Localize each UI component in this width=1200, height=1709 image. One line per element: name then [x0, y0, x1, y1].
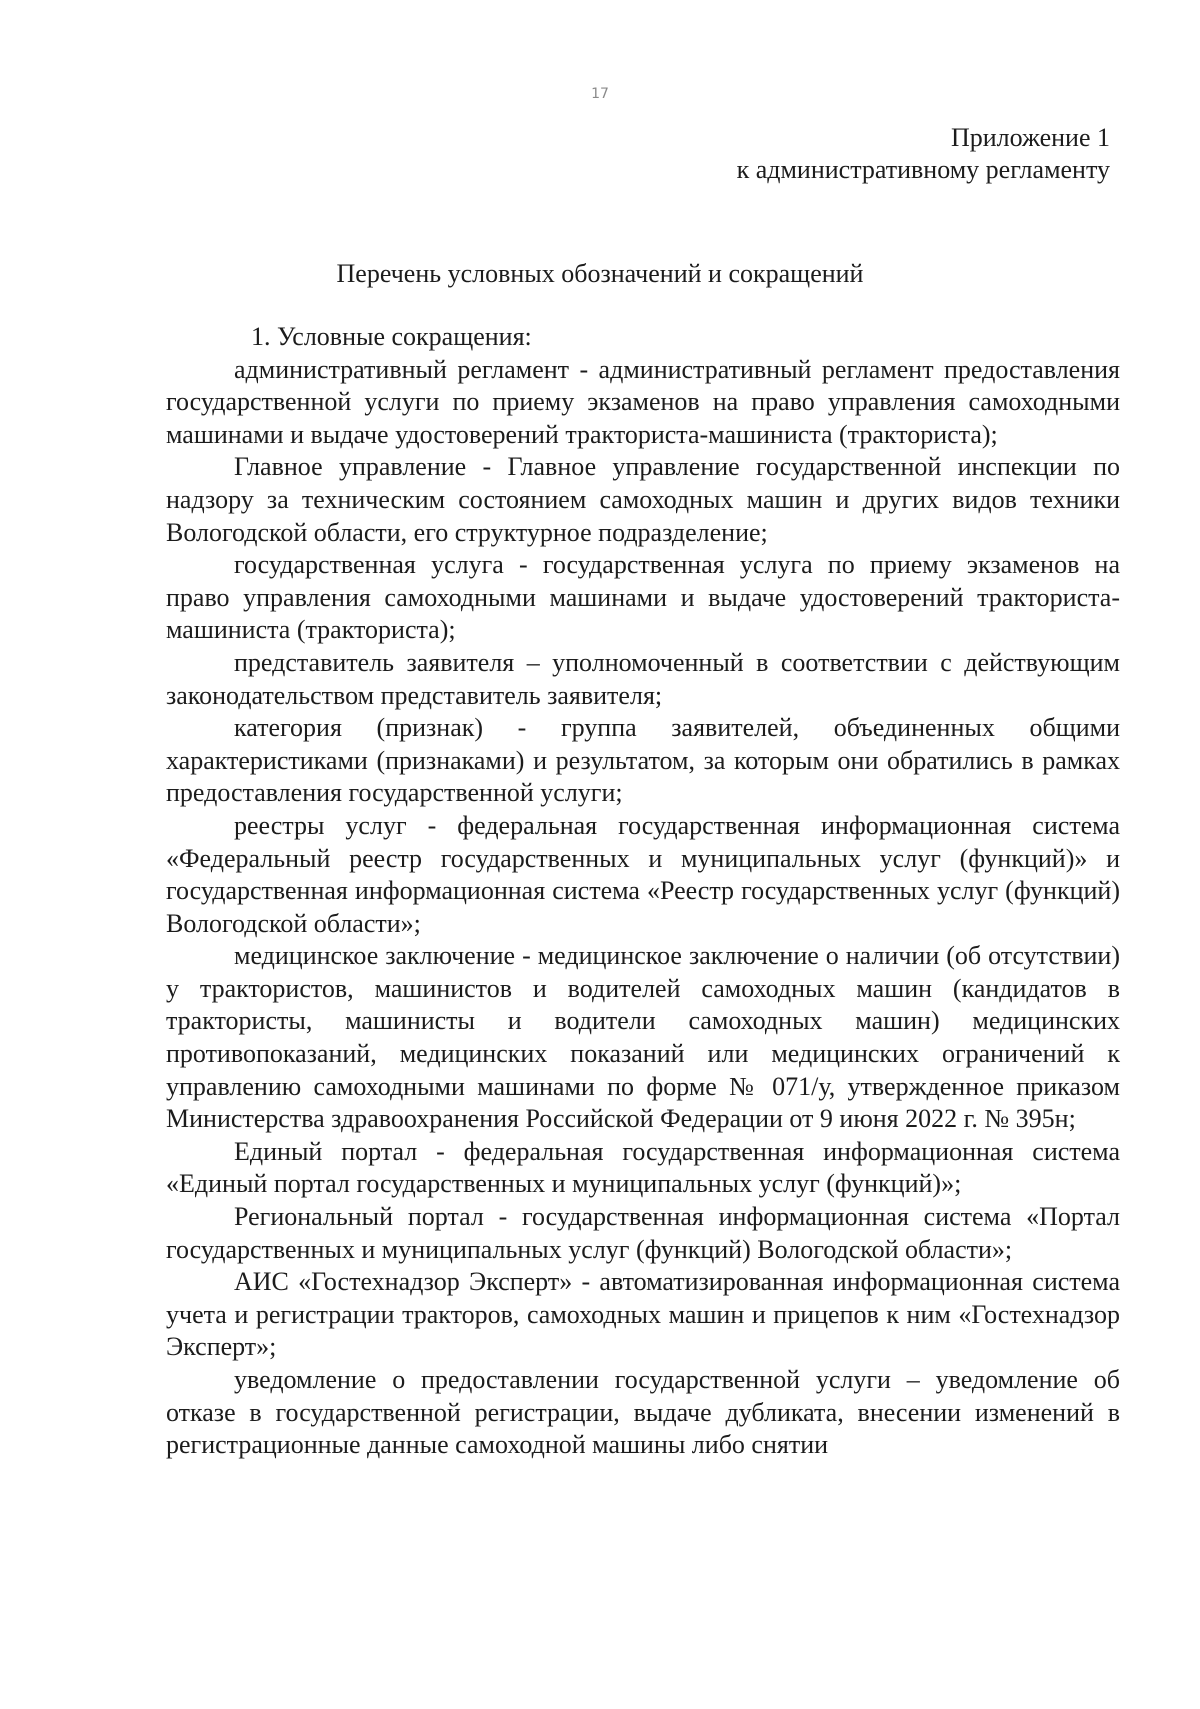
- definition-paragraph: представитель заявителя – уполномоченный в соответствии с действующим законодательством представитель заявителя;: [166, 647, 1120, 710]
- definition-paragraph: уведомление о предоставлении государственной услуги – уведомление об отказе в государственной регистрации, выдаче дубликата, внесении изменений в регистрационные данные самоходной машины либо снятии: [166, 1365, 1120, 1460]
- definition-paragraph: реестры услуг - федеральная государственная информационная система «Федеральный реестр государственных и муниципальных услуг (функций)» и государственная информационная система «Реестр государственных услуг (функций) Вологодской области»;: [166, 810, 1120, 938]
- definition-paragraph: медицинское заключение - медицинское заключение о наличии (об отсутствии) у трактористов, машинистов и водителей самоходных машин (кандидатов в трактористы, машинисты и водители самоходных машин) медицинских противопоказаний, медицинских показаний или медицинских ограничений к управлению самоходными машинами по форме № 071/у, утвержденное приказом Министерства здравоохранения Российской Федерации от 9 июня 2022 г. № 395н;: [166, 941, 1120, 1134]
- definition-paragraph: административный регламент - административный регламент предоставления государственной услуги по приему экзаменов на право управления самоходными машинами и выдаче удостоверений тракториста-машиниста (тракториста);: [166, 354, 1120, 449]
- definition-paragraph: Единый портал - федеральная государственная информационная система «Единый портал государственных и муниципальных услуг (функций)»;: [166, 1136, 1120, 1199]
- appendix-line-1: Приложение 1: [950, 123, 1110, 152]
- definition-paragraph: государственная услуга - государственная услуга по приему экзаменов на право управления самоходными машинами и выдаче удостоверений тракториста-машиниста (тракториста);: [166, 550, 1120, 645]
- definition-paragraph: категория (признак) - группа заявителей, объединенных общими характеристиками (признаками) и результатом, за которым они обратились в рамках предоставления государственной услуги;: [166, 713, 1120, 808]
- appendix-note: [737, 122, 1110, 186]
- section-heading: 1. Условные сокращения:: [251, 322, 532, 351]
- page-number: 17: [591, 86, 609, 102]
- definition-paragraph: АИС «Гостехнадзор Эксперт» - автоматизированная информационная система учета и регистрации тракторов, самоходных машин и прицепов к ним «Гостехнадзор Эксперт»;: [166, 1267, 1120, 1362]
- document-body: [166, 321, 1120, 1462]
- appendix-line-2: к административному регламенту: [736, 155, 1110, 184]
- definition-paragraph: Главное управление - Главное управление государственной инспекции по надзору за техническим состоянием самоходных машин и других видов техники Вологодской области, его структурное подразделение;: [166, 452, 1120, 547]
- definition-paragraph: Региональный портал - государственная информационная система «Портал государственных и муниципальных услуг (функций) Вологодской области»;: [166, 1202, 1120, 1264]
- document-title: Перечень условных обозначений и сокращений: [336, 259, 864, 288]
